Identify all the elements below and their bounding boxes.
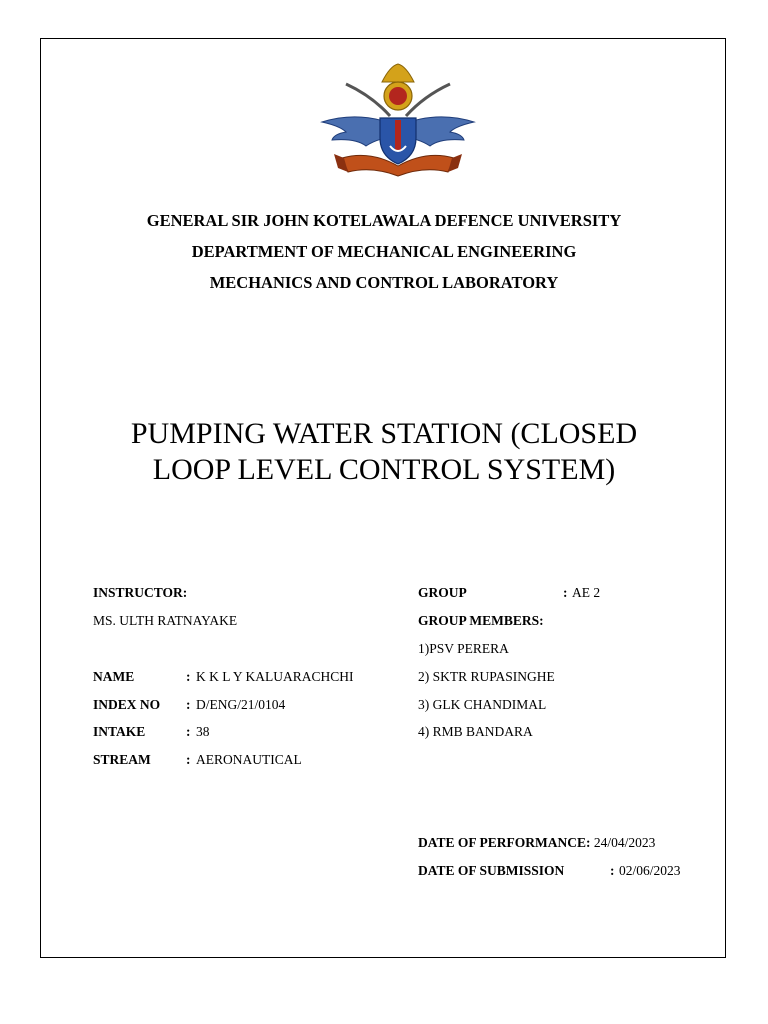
- department-name: DEPARTMENT OF MECHANICAL ENGINEERING: [191, 242, 577, 261]
- performance-label: DATE OF PERFORMANCE:: [418, 835, 591, 850]
- index-separator: :: [186, 697, 191, 712]
- university-name: GENERAL SIR JOHN KOTELAWALA DEFENCE UNIVERSITY: [146, 211, 622, 230]
- group-member: 1)PSV PERERA: [418, 641, 509, 656]
- submission-value: 02/06/2023: [619, 863, 681, 878]
- submission-label: DATE OF SUBMISSION: [418, 863, 565, 878]
- index-value: D/ENG/21/0104: [196, 697, 286, 712]
- laboratory-name: MECHANICS AND CONTROL LABORATORY: [209, 273, 559, 292]
- date-of-performance: [418, 835, 655, 851]
- stream-value: AERONAUTICAL: [196, 752, 302, 767]
- group-members-label: GROUP MEMBERS:: [418, 613, 544, 628]
- group-member: 4) RMB BANDARA: [418, 724, 533, 739]
- group-label: GROUP: [418, 585, 467, 600]
- name-label: NAME: [93, 669, 135, 684]
- group-member: 2) SKTR RUPASINGHE: [418, 669, 555, 684]
- intake-separator: :: [186, 724, 191, 739]
- performance-value: 24/04/2023: [593, 835, 656, 850]
- submission-separator: :: [610, 863, 615, 878]
- intake-label: INTAKE: [93, 724, 146, 739]
- title-line-1: PUMPING WATER STATION (CLOSED: [130, 417, 638, 450]
- report-title: [60, 416, 708, 488]
- group-separator: :: [563, 585, 568, 600]
- intake-value: 38: [196, 724, 210, 739]
- index-label: INDEX NO: [93, 697, 161, 712]
- university-crest-emblem: [320, 62, 476, 180]
- name-value: K K L Y KALUARACHCHI: [196, 669, 354, 684]
- instructor-label: INSTRUCTOR:: [93, 585, 188, 600]
- name-separator: :: [186, 669, 191, 684]
- group-member: 3) GLK CHANDIMAL: [418, 697, 547, 712]
- title-line-2: LOOP LEVEL CONTROL SYSTEM): [152, 453, 616, 486]
- stream-separator: :: [186, 752, 191, 767]
- group-value: AE 2: [572, 585, 601, 600]
- stream-label: STREAM: [93, 752, 151, 767]
- instructor-name: MS. ULTH RATNAYAKE: [93, 613, 238, 628]
